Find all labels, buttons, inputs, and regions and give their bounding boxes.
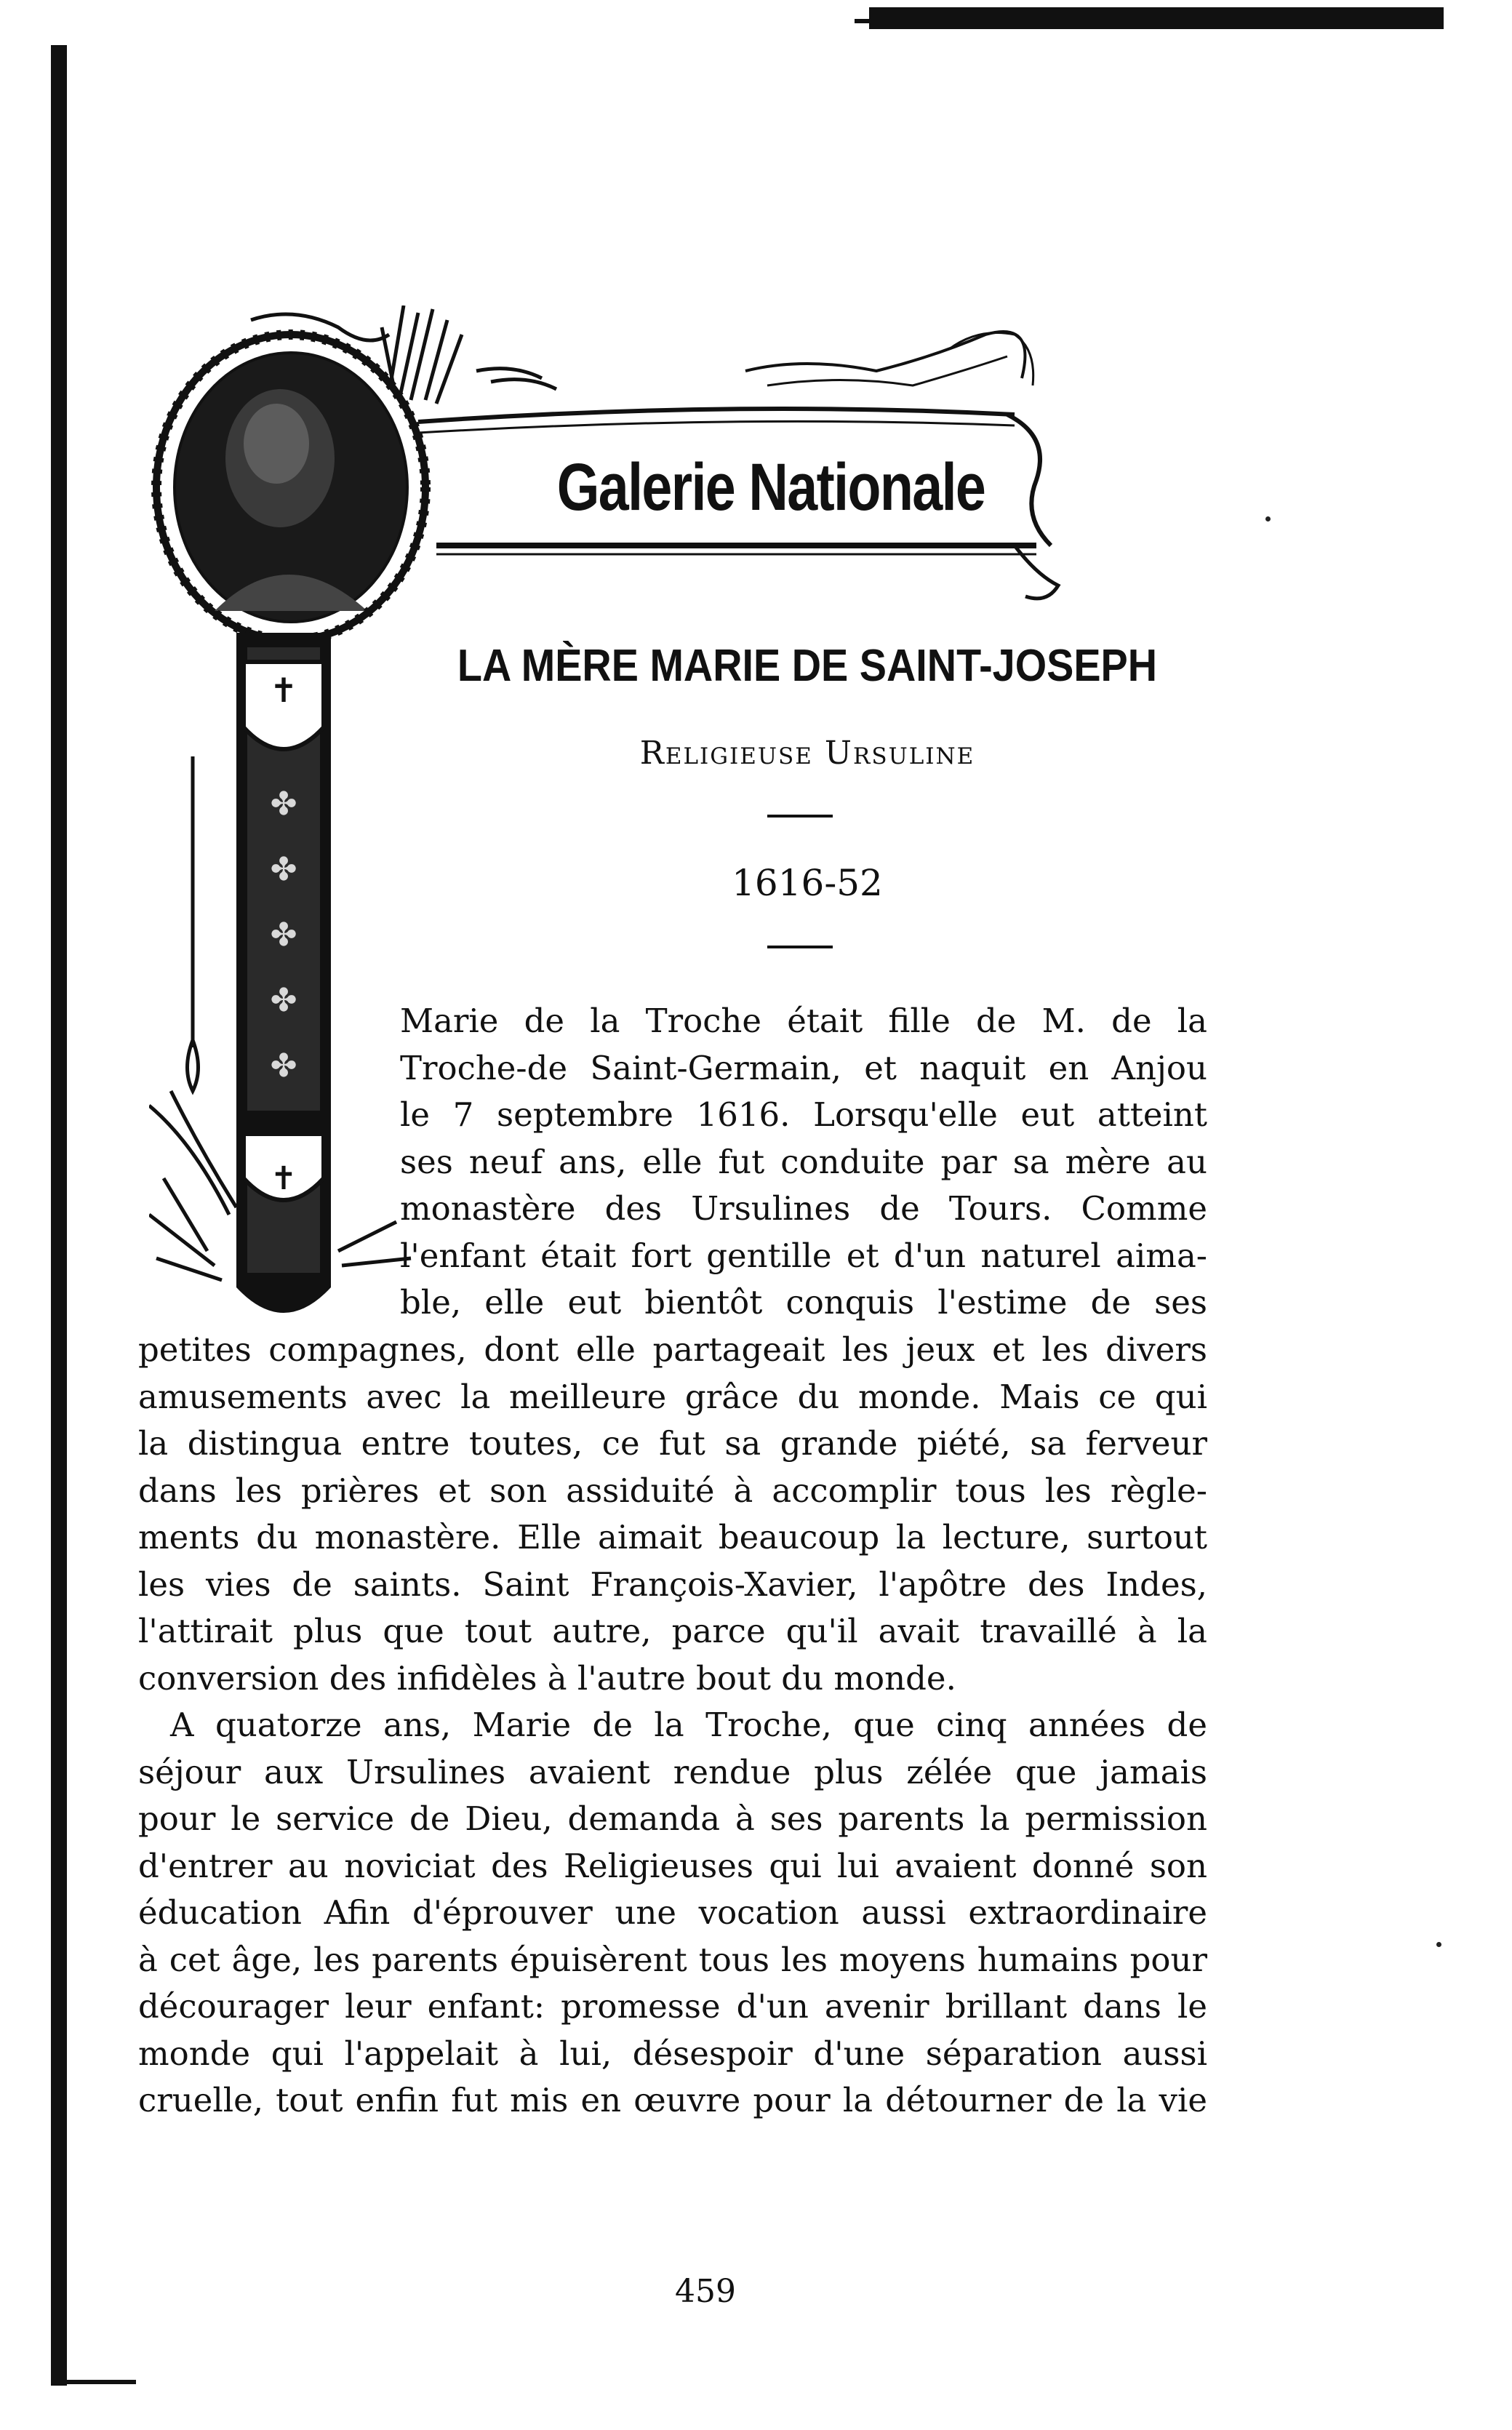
paragraph-1-narrow — [400, 998, 1207, 1327]
text-line: éducation Afin d'éprouver une vocation aussi extraordinaire — [138, 1893, 1207, 1932]
text-line: ble, elle eut bientôt conquis l'estime de ses — [400, 1283, 1207, 1322]
scan-edge-top — [869, 7, 1444, 29]
text-line: à cet âge, les parents épuisèrent tous les moyens humains pour — [138, 1940, 1207, 1979]
text-line: d'entrer au noviciat des Religieuses qui lui avaient donné son — [138, 1846, 1207, 1885]
page-number: 459 — [675, 2273, 736, 2310]
text-line: Marie de la Troche était fille de M. de la — [400, 1002, 1207, 1040]
text-line: monde qui l'appelait à lui, désespoir d'une séparation aussi — [138, 2034, 1207, 2073]
scan-speck — [1265, 516, 1271, 521]
text-line: ses neuf ans, elle fut conduite par sa mère au — [400, 1142, 1207, 1181]
text-line: la distingua entre toutes, ce fut sa grande piété, sa ferveur — [138, 1424, 1207, 1463]
scan-edge-top-thin — [855, 19, 884, 23]
article-subtitle: Religieuse Ursuline — [639, 735, 975, 772]
scan-edge-left — [51, 45, 67, 2386]
article-title: LA MÈRE MARIE DE SAINT-JOSEPH — [457, 641, 1158, 691]
text-line: les vies de saints. Saint François-Xavier, l'apôtre des Indes, — [138, 1564, 1207, 1604]
text-line: l'enfant était fort gentille et d'un naturel aima- — [400, 1236, 1207, 1275]
text-line: monastère des Ursulines de Tours. Comme — [400, 1189, 1207, 1228]
text-line: pour le service de Dieu, demanda à ses parents la permission — [138, 1799, 1207, 1838]
text-line: dans les prières et son assiduité à accomplir tous les règle- — [138, 1471, 1207, 1510]
text-line: petites compagnes, dont elle partageait les jeux et les divers — [138, 1330, 1207, 1369]
text-line: cruelle, tout enfin fut mis en œuvre pour la détourner de la vie — [138, 2081, 1207, 2119]
text-line: décourager leur enfant: promesse d'un avenir brillant dans le — [138, 1987, 1207, 2026]
text-line: A quatorze ans, Marie de la Troche, que cinq années de — [170, 1706, 1207, 1744]
text-line: ments du monastère. Elle aimait beaucoup la lecture, surtout — [138, 1518, 1207, 1556]
scan-speck — [1436, 1942, 1441, 1947]
paragraph-1-wide — [138, 1327, 1207, 1702]
decorative-column — [236, 633, 331, 1313]
scan-edge-bottom — [67, 2380, 136, 2384]
svg-text:✤: ✤ — [270, 851, 297, 888]
text-line: conversion des infidèles à l'autre bout du monde. — [138, 1658, 956, 1698]
text-line: l'attirait plus que tout autre, parce qu'il avait travaillé à la — [138, 1612, 1207, 1650]
text-line: Troche-de Saint-Germain, et naquit en Anjou — [400, 1048, 1207, 1087]
svg-text:✝: ✝ — [270, 1160, 297, 1197]
svg-text:✤: ✤ — [270, 916, 297, 954]
text-line: le 7 septembre 1616. Lorsqu'elle eut atteint — [400, 1095, 1207, 1134]
svg-text:✝: ✝ — [269, 671, 298, 710]
svg-text:✤: ✤ — [270, 982, 297, 1019]
text-line: séjour aux Ursulines avaient rendue plus zélée que jamais — [138, 1752, 1207, 1791]
article-dates: 1616-52 — [732, 862, 883, 904]
header-title: Galerie Nationale — [556, 449, 985, 524]
divider-rule — [767, 815, 833, 818]
text-line: amusements avec la meilleure grâce du monde. Mais ce qui — [138, 1377, 1207, 1416]
paragraph-2 — [138, 1702, 1207, 2125]
portrait-medallion — [156, 335, 425, 640]
svg-text:✤: ✤ — [270, 1047, 297, 1084]
divider-rule — [767, 946, 833, 948]
svg-text:✤: ✤ — [270, 786, 297, 823]
